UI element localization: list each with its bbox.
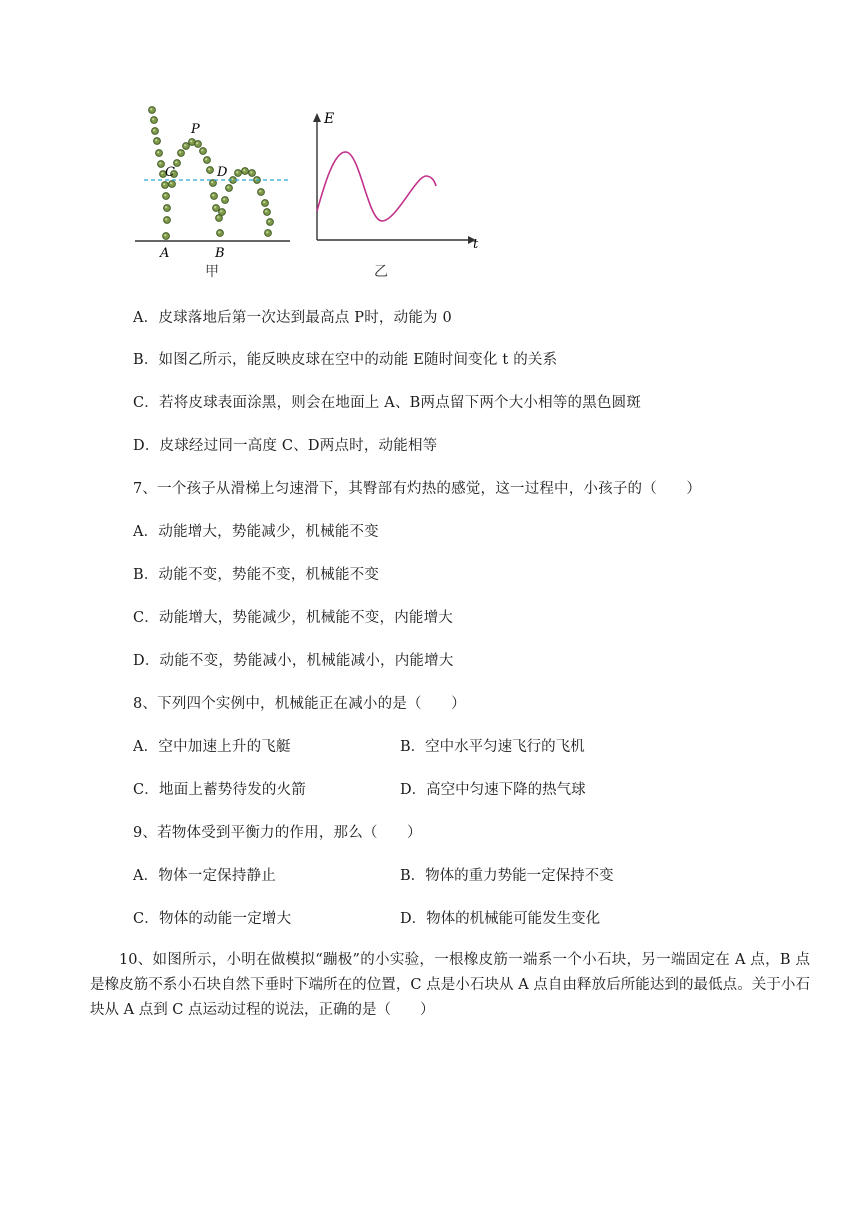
ball-dot <box>169 181 176 188</box>
q6-option-c: C．若将皮球表面涂黑，则会在地面上 A、B两点留下两个大小相等的黑色圆斑 <box>133 395 642 411</box>
ball-highlight <box>214 206 216 208</box>
ball-dot <box>264 209 271 216</box>
q8-stem: 8、下列四个实例中，机械能正在减小的是（ ） <box>133 696 466 712</box>
ball-dot <box>156 150 163 157</box>
figure-energy-graph <box>308 106 480 280</box>
label-B: B <box>215 246 225 261</box>
ball-highlight <box>220 210 222 212</box>
q6-option-b: B．如图乙所示，能反映皮球在空中的动能 E随时间变化 t 的关系 <box>133 352 558 368</box>
ball-highlight <box>227 186 229 188</box>
ball-highlight <box>265 210 267 212</box>
q9-option-a: A．物体一定保持静止 <box>133 868 276 884</box>
ball-highlight <box>266 231 268 233</box>
ball-highlight <box>165 206 167 208</box>
ball-dot <box>207 167 214 174</box>
ball-highlight <box>164 194 166 196</box>
q8-option-b: B．空中水平匀速飞行的飞机 <box>400 739 585 755</box>
ball-dot <box>262 200 269 207</box>
ball-dot <box>267 219 274 226</box>
ball-highlight <box>179 151 181 153</box>
label-P: P <box>191 122 200 137</box>
ball-highlight <box>205 158 207 160</box>
ball-highlight <box>175 161 177 163</box>
ball-highlight <box>223 198 225 200</box>
q9-option-c: C．物体的动能一定增大 <box>133 911 292 927</box>
ball-highlight <box>208 168 210 170</box>
q7-option-a: A．动能增大，势能减少，机械能不变 <box>133 524 379 540</box>
ball-dot <box>249 170 256 177</box>
figure-bouncing-ball <box>130 100 298 280</box>
ball-highlight <box>211 181 213 183</box>
ball-dot <box>195 141 202 148</box>
ball-dot <box>265 230 272 237</box>
ball-highlight <box>184 144 186 146</box>
ball-highlight <box>163 183 165 185</box>
q7-option-d: D．动能不变，势能减小，机械能减小，内能增大 <box>133 653 454 669</box>
q6-option-d: D．皮球经过同一高度 C、D两点时，动能相等 <box>133 438 438 454</box>
q7-stem: 7、一个孩子从滑梯上匀速滑下，其臀部有灼热的感觉，这一过程中，小孩子的（ ） <box>133 481 702 497</box>
ball-dot <box>213 205 220 212</box>
ball-highlight <box>164 234 166 236</box>
ball-dot <box>163 233 170 240</box>
ball-highlight <box>201 149 203 151</box>
ball-highlight <box>250 171 252 173</box>
ball-dot <box>164 205 171 212</box>
ball-dot <box>217 230 224 237</box>
ball-highlight <box>152 118 154 120</box>
ball-highlight <box>150 108 152 110</box>
ball-dot <box>226 185 233 192</box>
ball-highlight <box>212 194 214 196</box>
ball-dot <box>163 193 170 200</box>
ball-dot <box>211 193 218 200</box>
q8-option-a: A．空中加速上升的飞艇 <box>133 739 291 755</box>
q8-option-c: C．地面上蓄势待发的火箭 <box>133 782 306 798</box>
ball-dot <box>183 143 190 150</box>
y-axis-arrow-icon <box>313 113 321 122</box>
q9-option-d: D．物体的机械能可能发生变化 <box>400 911 601 927</box>
q6-option-a: A．皮球落地后第一次达到最高点 P时，动能为 0 <box>133 310 452 326</box>
label-C: C <box>165 165 175 180</box>
ball-dot <box>242 168 249 175</box>
ball-highlight <box>159 162 161 164</box>
ball-highlight <box>165 218 167 220</box>
ball-highlight <box>161 172 163 174</box>
ball-highlight <box>155 139 157 141</box>
figure-caption-jia: 甲 <box>205 264 219 280</box>
ball-highlight <box>259 190 261 192</box>
label-D: D <box>217 165 228 180</box>
ball-highlight <box>157 151 159 153</box>
ball-dot <box>152 128 159 135</box>
ball-highlight <box>153 129 155 131</box>
q10-stem: 10、如图所示，小明在做模拟“蹦极”的小实验，一根橡皮筋一端系一个小石块，另一端固定在 A 点，B 点是橡皮筋不系小石块自然下垂时下端所在的位置，C 点是小石块从 A 点自由释放后所能达到的最低点。关于小石块从 A 点到 C 点运动过程的说法，正确的是（ ） <box>90 952 810 1018</box>
ball-dot <box>164 217 171 224</box>
y-axis-label: E <box>324 111 335 127</box>
x-axis-label: t <box>473 237 479 252</box>
ball-highlight <box>243 169 245 171</box>
q9-option-b: B．物体的重力势能一定保持不变 <box>400 868 614 884</box>
ball-highlight <box>190 140 192 142</box>
ball-dot <box>149 107 156 114</box>
q7-option-b: B．动能不变，势能不变，机械能不变 <box>133 567 380 583</box>
label-A: A <box>160 246 170 261</box>
ball-highlight <box>170 182 172 184</box>
q7-option-c: C．动能增大，势能减少，机械能不变，内能增大 <box>133 610 453 626</box>
ball-highlight <box>236 171 238 173</box>
ball-dot <box>219 209 226 216</box>
ball-highlight <box>263 201 265 203</box>
ball-dot <box>154 138 161 145</box>
energy-curve <box>317 152 436 221</box>
ball-dot <box>258 189 265 196</box>
q8-option-d: D．高空中匀速下降的热气球 <box>400 782 586 798</box>
ball-dot <box>204 157 211 164</box>
ball-highlight <box>217 216 219 218</box>
ball-dot <box>178 150 185 157</box>
ball-dot <box>200 148 207 155</box>
ball-dot <box>162 182 169 189</box>
ball-dot <box>222 197 229 204</box>
ball-highlight <box>218 231 220 233</box>
figure-caption-yi: 乙 <box>374 264 388 280</box>
ball-dot <box>158 161 165 168</box>
ball-highlight <box>196 142 198 144</box>
bouncing-ball-diagram <box>130 100 298 280</box>
energy-time-graph <box>308 106 480 280</box>
ball-highlight <box>268 220 270 222</box>
ball-dot <box>151 117 158 124</box>
q9-stem: 9、若物体受到平衡力的作用，那么（ ） <box>133 825 422 841</box>
ball-dot <box>235 170 242 177</box>
